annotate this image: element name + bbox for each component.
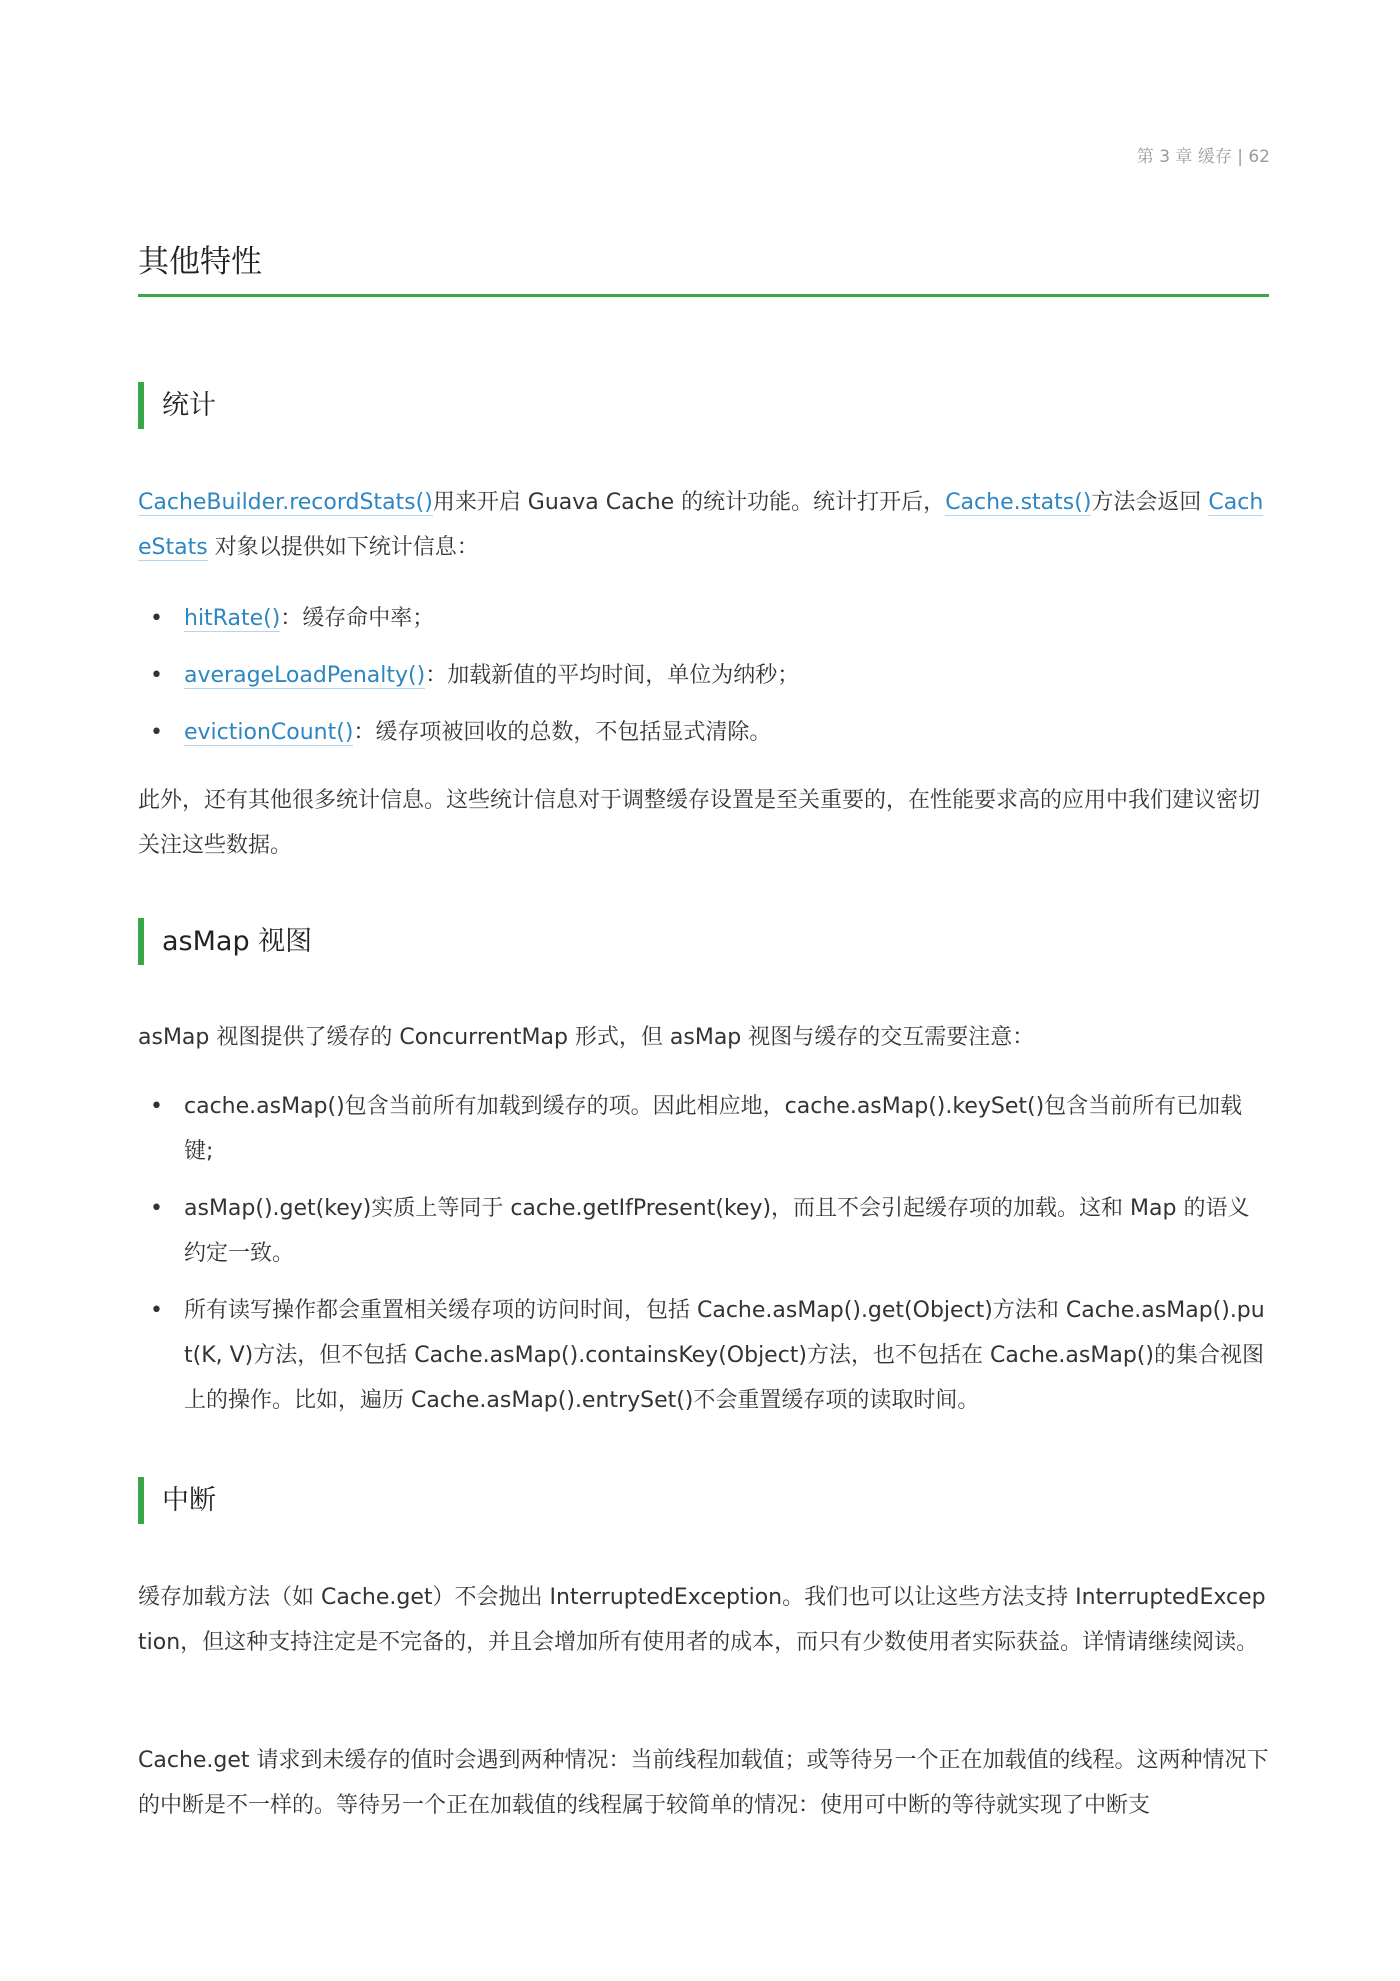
bullet-dot: •: [150, 720, 163, 745]
stats-paragraph-intro: [138, 480, 1269, 570]
bullet-text: ：缓存项被回收的总数，不包括显式清除。: [353, 720, 772, 745]
section-heading-stats: 统计: [138, 382, 216, 429]
running-head: 第 3 章 缓存 | 62: [1136, 147, 1270, 167]
list-item: [150, 710, 1269, 755]
link-averageloadpenalty[interactable]: averageLoadPenalty(): [184, 663, 426, 688]
bullet-text: asMap().get(key)实质上等同于 cache.getIfPresent(key)，而且不会引起缓存项的加载。这和 Map 的语义约定一致。: [184, 1196, 1250, 1266]
section-heading-asmap: asMap 视图: [138, 918, 312, 965]
bullet-text: cache.asMap()包含当前所有加载到缓存的项。因此相应地，cache.asMap().keySet()包含当前所有已加载键;: [184, 1094, 1243, 1164]
list-item: [150, 1186, 1269, 1276]
section-heading-interrupt: 中断: [138, 1477, 216, 1524]
link-recordstats[interactable]: CacheBuilder.recordStats(): [138, 490, 433, 515]
stats-intro-text-2: 方法会返回: [1091, 490, 1209, 515]
bullet-text: 所有读写操作都会重置相关缓存项的访问时间，包括 Cache.asMap().get(Object)方法和 Cache.asMap().put(K, V)方法，但不包括 Cache.asMap().containsKey(Object)方法，也不包括在 Cache.asMap()的集合视图上的操作。比如，遍历 Cache.asMap().entrySet()不会重置缓存项的读取时间。: [184, 1298, 1265, 1413]
list-item: [150, 1084, 1269, 1174]
link-hitrate[interactable]: hitRate(): [184, 606, 281, 631]
bullet-dot: •: [150, 663, 163, 688]
asmap-paragraph-intro: asMap 视图提供了缓存的 ConcurrentMap 形式，但 asMap 视图与缓存的交互需要注意：: [138, 1025, 1035, 1050]
stats-intro-text-1: 用来开启 Guava Cache 的统计功能。统计打开后，: [432, 490, 946, 515]
bullet-dot: •: [150, 1196, 163, 1221]
stats-paragraph-more: 此外，还有其他很多统计信息。这些统计信息对于调整缓存设置是至关重要的，在性能要求高的应用中我们建议密切关注这些数据。: [138, 788, 1261, 858]
stats-intro-text-3: 对象以提供如下统计信息：: [207, 535, 479, 560]
interrupt-paragraph-1: 缓存加载方法（如 Cache.get）不会抛出 InterruptedException。我们也可以让这些方法支持 InterruptedException，但这种支持注定是不完备的，并且会增加所有使用者的成本，而只有少数使用者实际获益。详情请继续阅读。: [138, 1585, 1266, 1655]
bullet-text: ：缓存命中率；: [280, 606, 435, 631]
list-item: [150, 596, 1269, 641]
list-item: [150, 653, 1269, 698]
interrupt-paragraph-2: Cache.get 请求到未缓存的值时会遇到两种情况：当前线程加载值；或等待另一个正在加载值的线程。这两种情况下的中断是不一样的。等待另一个正在加载值的线程属于较简单的情况：使用可中断的等待就实现了中断支: [138, 1748, 1269, 1818]
bullet-dot: •: [150, 1298, 163, 1323]
bullet-text: ：加载新值的平均时间，单位为纳秒；: [425, 663, 800, 688]
list-item: [150, 1288, 1269, 1423]
link-evictioncount[interactable]: evictionCount(): [184, 720, 354, 745]
link-cache-stats[interactable]: Cache.stats(): [945, 490, 1092, 515]
title-divider: [138, 294, 1269, 297]
link-cachestats[interactable]: CacheStats: [138, 490, 1264, 560]
bullet-dot: •: [150, 606, 163, 631]
bullet-dot: •: [150, 1094, 163, 1119]
page-title: 其他特性: [138, 244, 262, 280]
